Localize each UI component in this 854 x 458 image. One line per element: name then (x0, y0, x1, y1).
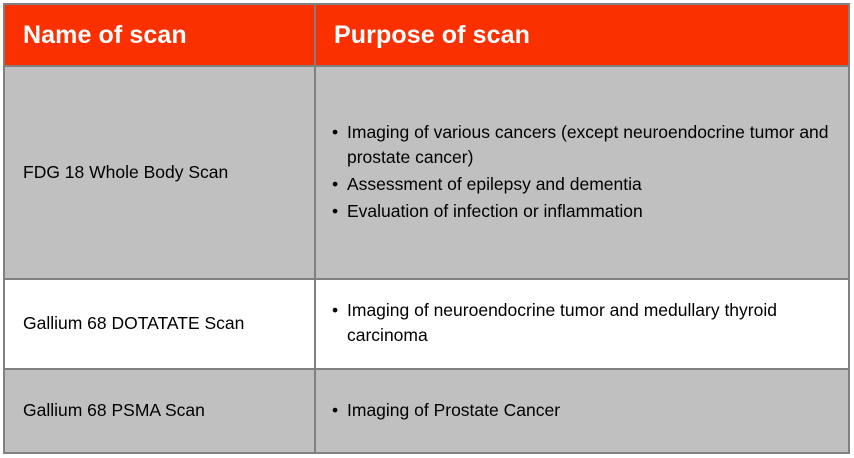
column-header-purpose: Purpose of scan (315, 4, 849, 66)
scan-table (3, 3, 850, 454)
table-row (4, 369, 849, 453)
purpose-list-item: • Assessment of epilepsy and dementia (332, 172, 838, 198)
purpose-list-item: • Imaging of Prostate Cancer (332, 398, 838, 424)
table-body (4, 66, 849, 453)
purpose-list-item: • Imaging of neuroendocrine tumor and medullary thyroid carcinoma (332, 298, 838, 349)
scan-name-cell (4, 369, 315, 453)
scan-purpose-cell (315, 369, 849, 453)
scan-name-cell (4, 279, 315, 369)
table-header (4, 4, 849, 66)
scan-name-text: FDG 18 Whole Body Scan (23, 161, 229, 182)
table-row (4, 279, 849, 369)
purpose-list (332, 398, 838, 424)
scan-name-text: Gallium 68 PSMA Scan (23, 400, 205, 421)
table-row (4, 66, 849, 279)
column-header-name: Name of scan (4, 4, 315, 66)
purpose-list-item: • Imaging of various cancers (except neuroendocrine tumor and prostate cancer) (332, 120, 838, 171)
scan-name-text: Gallium 68 DOTATATE Scan (23, 313, 245, 334)
purpose-list (332, 120, 838, 224)
purpose-list-item: • Evaluation of infection or inflammation (332, 199, 838, 225)
scan-purpose-cell (315, 279, 849, 369)
table-header-row (4, 4, 849, 66)
scan-name-cell (4, 66, 315, 279)
scan-purpose-cell (315, 66, 849, 279)
purpose-list (332, 298, 838, 349)
